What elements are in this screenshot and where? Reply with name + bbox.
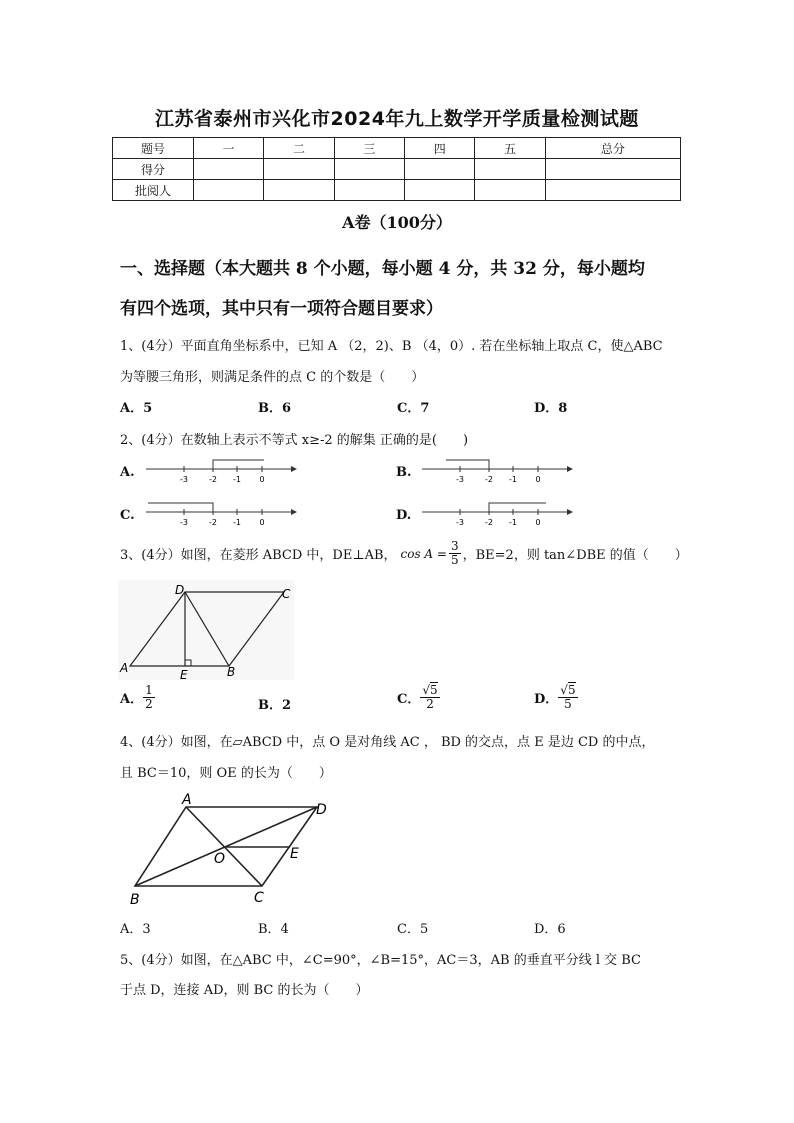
tick-label: -1 xyxy=(509,475,517,484)
q2-number-line-d xyxy=(422,501,572,527)
tick-label: -2 xyxy=(209,475,217,484)
figure-label-e: E xyxy=(290,846,299,862)
score-row-label: 批阅人 xyxy=(113,180,194,201)
sqrt-radicand: 5 xyxy=(567,683,576,697)
tick-label: -3 xyxy=(180,518,188,527)
score-cell[interactable] xyxy=(194,159,264,180)
q5-text-line1: 5、(4分）如图，在△ABC 中，∠C=90°，∠B=15°，AC＝3，AB 的垂直平分线 l 交 BC xyxy=(120,953,642,968)
tick-label: -2 xyxy=(209,518,217,527)
score-table xyxy=(112,137,681,201)
q4-parallelogram-figure xyxy=(128,790,338,910)
q3-text-before: 3、(4分）如图，在菱形 ABCD 中，DE⊥AB， xyxy=(120,548,397,563)
fraction-denominator: 5 xyxy=(564,697,572,711)
q3-option-c-fraction xyxy=(420,684,439,711)
fraction-denominator: 5 xyxy=(450,553,459,567)
tick-label: -3 xyxy=(180,475,188,484)
q3-option-d-fraction xyxy=(558,684,577,711)
q2-option-a-label[interactable]: A. xyxy=(120,465,135,480)
score-table-header-cell: 二 xyxy=(264,138,334,159)
fraction-numerator: √5 xyxy=(560,683,576,697)
option-label: D． xyxy=(534,692,559,707)
q2-option-c-label[interactable]: C. xyxy=(120,508,135,523)
tick-label: -1 xyxy=(233,475,241,484)
score-table-header-cell: 一 xyxy=(194,138,264,159)
score-cell[interactable] xyxy=(264,159,334,180)
tick-label: 0 xyxy=(259,518,265,527)
part1-heading-line1: 一、选择题（本大题共 8 个小题，每小题 4 分，共 32 分，每小题均 xyxy=(120,259,645,279)
tick-label: -2 xyxy=(485,518,493,527)
q1-text-line1: 1、(4分）平面直角坐标系中，已知 A （2，2)、B （4，0）. 若在坐标轴上取点 C，使△ABC xyxy=(120,339,663,354)
score-cell[interactable] xyxy=(334,180,404,201)
q1-option-a[interactable]: A．5 xyxy=(120,401,153,416)
score-cell[interactable] xyxy=(545,159,680,180)
sqrt-radicand: 5 xyxy=(430,683,438,697)
tick-label: -3 xyxy=(456,518,464,527)
q1-option-d[interactable]: D．8 xyxy=(534,401,568,416)
option-label: C． xyxy=(397,692,421,707)
page-title: 江苏省泰州市兴化市2024年九上数学开学质量检测试题 xyxy=(155,108,639,130)
fraction-denominator: 2 xyxy=(145,697,153,711)
tick-label: -1 xyxy=(509,518,517,527)
figure-label-c: C xyxy=(282,587,291,601)
q3-option-a-fraction xyxy=(143,684,155,711)
score-cell[interactable] xyxy=(475,180,545,201)
figure-label-a: A xyxy=(120,661,129,675)
q2-number-line-b xyxy=(422,458,572,484)
score-cell[interactable] xyxy=(545,180,680,201)
score-table-row xyxy=(113,159,681,180)
figure-label-d: D xyxy=(316,802,327,818)
figure-label-d: D xyxy=(175,583,185,597)
figure-label-o: O xyxy=(214,851,226,867)
tick-label: -3 xyxy=(456,475,464,484)
score-row-label: 得分 xyxy=(113,159,194,180)
score-table-header-cell: 总分 xyxy=(545,138,680,159)
q3-rhombus-figure xyxy=(118,580,298,680)
q4-option-a[interactable]: A．3 xyxy=(120,922,151,937)
score-table-header-cell: 四 xyxy=(405,138,475,159)
tick-label: 0 xyxy=(535,475,541,484)
score-table-header-cell: 题号 xyxy=(113,138,194,159)
q3-option-a[interactable] xyxy=(120,684,155,711)
option-label: A． xyxy=(120,692,144,707)
q3-cos-label: cos A = xyxy=(400,546,447,561)
score-table-row xyxy=(113,180,681,201)
q3-option-b[interactable]: B．2 xyxy=(258,698,292,713)
q4-text-line1: 4、(4分）如图，在▱ABCD 中，点 O 是对角线 AC ， BD 的交点，点 E 是边 CD 的中点， xyxy=(120,735,655,750)
score-cell[interactable] xyxy=(334,159,404,180)
q4-option-b[interactable]: B．4 xyxy=(258,922,289,937)
part1-heading-line2: 有四个选项，其中只有一项符合题目要求） xyxy=(120,299,443,319)
figure-label-c: C xyxy=(254,890,264,906)
score-table-header-cell: 五 xyxy=(475,138,545,159)
tick-label: 0 xyxy=(259,475,265,484)
section-a-heading: A卷（100分） xyxy=(342,213,452,232)
q2-option-d-label[interactable]: D. xyxy=(396,508,412,523)
q2-number-line-c xyxy=(146,501,296,527)
score-cell[interactable] xyxy=(405,180,475,201)
fraction-numerator: 1 xyxy=(145,683,153,697)
q2-text: 2、(4分）在数轴上表示不等式 x≥-2 的解集 正确的是( ) xyxy=(120,433,469,448)
q1-text-line2: 为等腰三角形，则满足条件的点 C 的个数是（ ） xyxy=(120,370,425,385)
score-cell[interactable] xyxy=(264,180,334,201)
q4-text-line2: 且 BC＝10，则 OE 的长为（ ） xyxy=(120,766,332,781)
tick-label: -1 xyxy=(233,518,241,527)
q2-number-line-a xyxy=(146,458,296,484)
q3-text-after: ，BE=2，则 tan∠DBE 的值（ ） xyxy=(462,548,688,563)
figure-label-b: B xyxy=(227,665,236,679)
score-cell[interactable] xyxy=(405,159,475,180)
score-cell[interactable] xyxy=(475,159,545,180)
q4-option-c[interactable]: C．5 xyxy=(397,922,429,937)
figure-label-b: B xyxy=(130,892,140,908)
tick-label: 0 xyxy=(535,518,541,527)
fraction-numerator: 3 xyxy=(450,539,459,553)
score-table-header-row xyxy=(113,138,681,159)
score-table-header-cell: 三 xyxy=(334,138,404,159)
q3-option-d[interactable] xyxy=(534,684,578,711)
q4-option-d[interactable]: D．6 xyxy=(534,922,566,937)
figure-label-a: A xyxy=(182,792,192,808)
q1-option-b[interactable]: B．6 xyxy=(258,401,292,416)
fraction-numerator: √5 xyxy=(422,683,438,697)
fraction-denominator: 2 xyxy=(426,697,434,711)
q3-cos-fraction xyxy=(449,540,461,567)
q1-option-c[interactable]: C．7 xyxy=(397,401,430,416)
tick-label: -2 xyxy=(485,475,493,484)
score-cell[interactable] xyxy=(194,180,264,201)
figure-label-e: E xyxy=(180,668,188,682)
q5-text-line2: 于点 D，连接 AD，则 BC 的长为（ ） xyxy=(120,983,369,998)
q2-option-b-label[interactable]: B. xyxy=(396,465,412,480)
q3-option-c[interactable] xyxy=(397,684,440,711)
q3-text xyxy=(120,540,690,567)
